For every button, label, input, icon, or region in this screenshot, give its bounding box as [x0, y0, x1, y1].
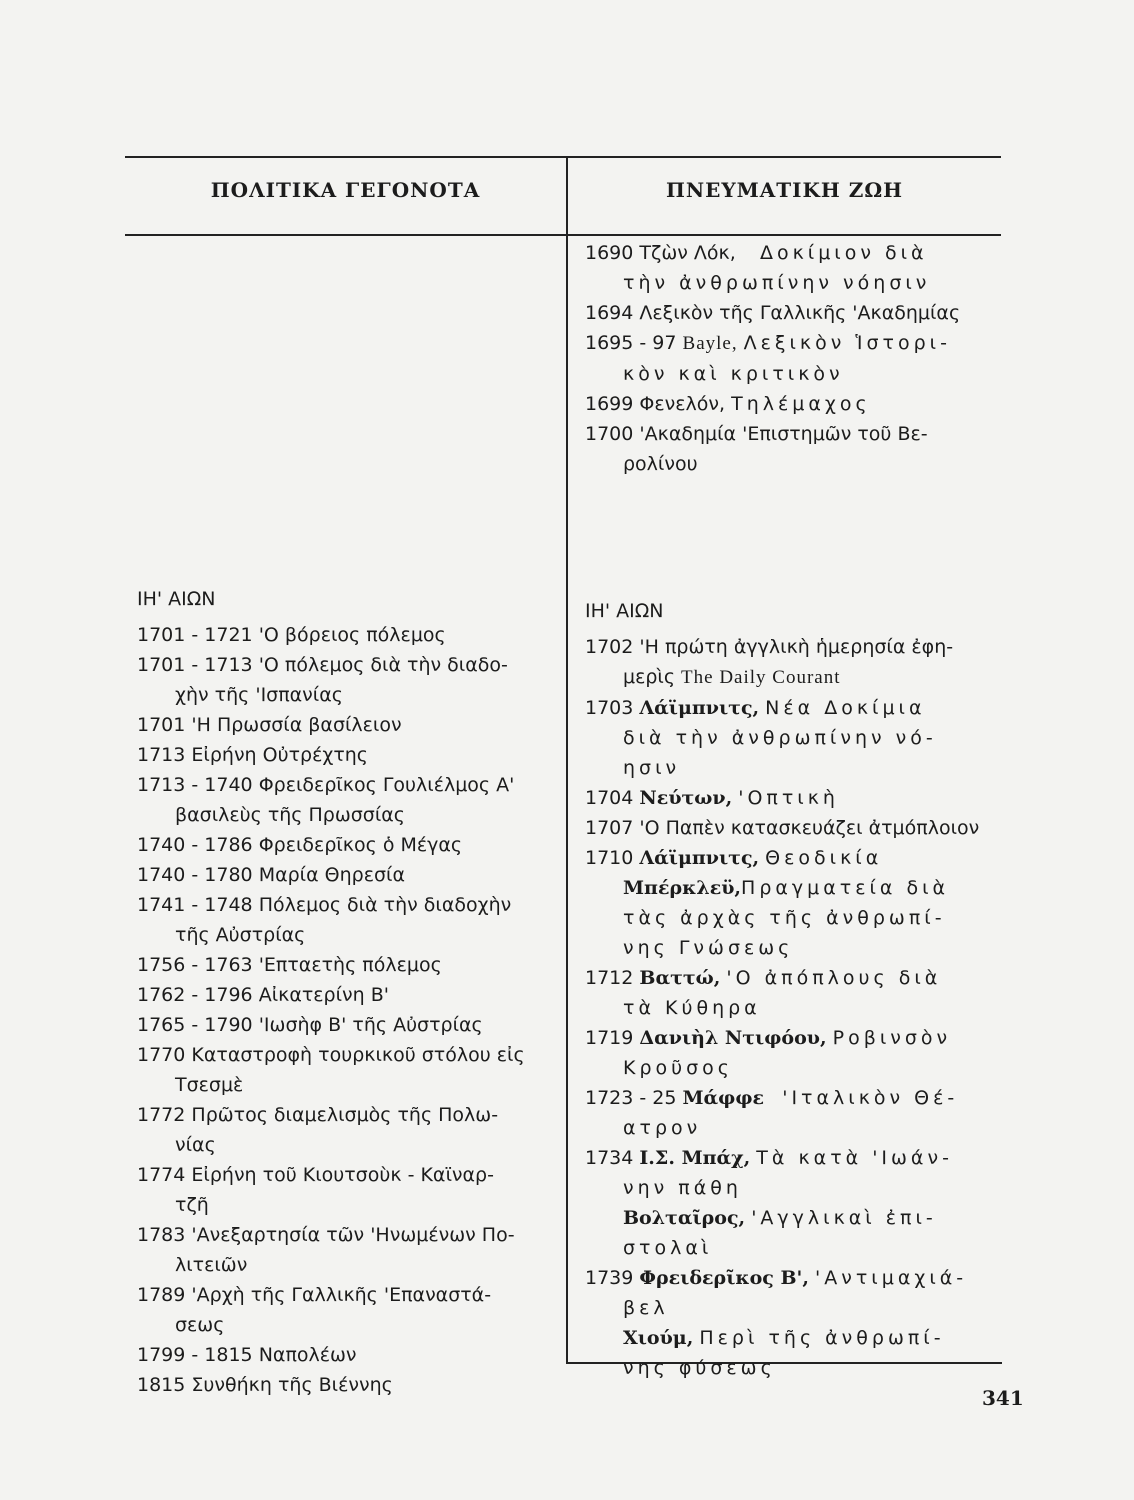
entry: 1765 - 1790 'Ιωσὴφ Β' τῆς Αὐστρίας: [137, 1014, 483, 1036]
entry-continuation: χὴν τῆς 'Ισπανίας: [175, 684, 343, 706]
left-column: [137, 584, 562, 1400]
entry: 1815 Συνθήκη τῆς Βιέννης: [137, 1374, 393, 1396]
entry-continuation: τὴν ἀνθρωπίνην νόησιν: [623, 272, 931, 294]
entry: 1740 - 1786 Φρειδερῖκος ὁ Μέγας: [137, 834, 463, 856]
entry: 1774 Εἰρήνη τοῦ Κιουτσοὺκ - Καϊναρ-: [137, 1164, 494, 1186]
entry-continuation: νίας: [175, 1134, 216, 1156]
right-column-title: ΠΝΕΥΜΑΤΙΚΗ ΖΩΗ: [665, 178, 904, 202]
entry: 1710 Λάϊμπνιτς, Θεοδικία: [585, 847, 883, 869]
entry-continuation: κὸν καὶ κριτικὸν: [623, 363, 844, 385]
entry-continuation: Τσεσμὲ: [175, 1074, 244, 1096]
entry: 1770 Καταστροφὴ τουρκικοῦ στόλου εἰς: [137, 1044, 525, 1066]
entry-continuation: ατρον: [623, 1117, 702, 1139]
entry: 1712 Βαττώ, 'Ο ἀπόπλους διὰ: [585, 967, 942, 989]
entry: 1783 'Ανεξαρτησία τῶν 'Ηνωμένων Πο-: [137, 1224, 515, 1246]
entry: 1719 Δανιὴλ Ντιφόου, Ροβινσὸν: [585, 1027, 952, 1049]
entry: 1707 'Ο Παπὲν κατασκευάζει ἀτμόπλοιον: [585, 817, 980, 839]
entry-continuation: τῆς Αὐστρίας: [175, 924, 306, 946]
entry: 1772 Πρῶτος διαμελισμὸς τῆς Πολω-: [137, 1104, 499, 1126]
entry: 1713 - 1740 Φρειδερῖκος Γουλιέλμος Α': [137, 774, 515, 796]
entry-continuation: νης φύσεως: [623, 1357, 776, 1379]
entry: 1699 Φενελόν, Τηλέμαχος: [585, 393, 871, 415]
entry: 1799 - 1815 Ναπολέων: [137, 1344, 357, 1366]
entry: 1700 'Ακαδημία 'Επιστημῶν τοῦ Βε-: [585, 423, 928, 445]
entry: 1703 Λάϊμπνιτς, Νέα Δοκίμια: [585, 697, 926, 719]
entry: 1723 - 25 Μάφφε 'Ιταλικὸν Θέ-: [585, 1087, 959, 1109]
entry-continuation: Μπέρκλεϋ,Πραγματεία διὰ: [623, 877, 950, 899]
page-number: 341: [982, 1386, 1024, 1410]
entry: 1740 - 1780 Μαρία Θηρεσία: [137, 864, 405, 886]
right-top-entries: [585, 238, 1017, 479]
entry-continuation: βασιλεὺς τῆς Πρωσσίας: [175, 804, 405, 826]
century-heading: ΙΗ' ΑΙΩΝ: [137, 588, 216, 610]
entry: 1713 Εἰρήνη Οὐτρέχτης: [137, 744, 368, 766]
entry: 1762 - 1796 Αἰκατερίνη Β': [137, 984, 390, 1006]
entry-continuation: ησιν: [623, 757, 681, 779]
entry-continuation: σεως: [175, 1314, 225, 1336]
entry-continuation: τζῆ: [175, 1194, 209, 1216]
entry: 1756 - 1763 'Επταετὴς πόλεμος: [137, 954, 442, 976]
entry: 1694 Λεξικὸν τῆς Γαλλικῆς 'Ακαδημίας: [585, 302, 961, 324]
entry: 1701 - 1713 'Ο πόλεμος διὰ τὴν διαδο-: [137, 654, 508, 676]
right-column: [585, 596, 1017, 1383]
entry: 1739 Φρειδερῖκος Β', 'Αντιμαχιά-: [585, 1267, 968, 1289]
header-bottom-rule: [125, 234, 1001, 236]
entry-continuation: τὰς ἀρχὰς τῆς ἀνθρωπί-: [623, 907, 946, 929]
entry-continuation: νης Γνώσεως: [623, 937, 794, 959]
entry-continuation: ρολίνου: [623, 453, 698, 475]
entry: 1741 - 1748 Πόλεμος διὰ τὴν διαδοχὴν: [137, 894, 512, 916]
entry-continuation: λιτειῶν: [175, 1254, 248, 1276]
entry-continuation: Βολταῖρος, 'Αγγλικαὶ ἐπι-: [623, 1207, 937, 1229]
entry-continuation: διὰ τὴν ἀνθρωπίνην νό-: [623, 727, 937, 749]
left-column-title: ΠΟΛΙΤΙΚΑ ΓΕΓΟΝΟΤΑ: [210, 178, 481, 202]
entry: 1702 'Η πρώτη ἀγγλικὴ ἡμερησία ἐφη-: [585, 636, 954, 658]
entry: 1701 'Η Πρωσσία βασίλειον: [137, 714, 402, 736]
entry-continuation: νην πάθη: [623, 1177, 742, 1199]
entry: 1690 Τζὼν Λόκ, Δοκίμιον διὰ: [585, 242, 928, 264]
entry: 1789 'Αρχὴ τῆς Γαλλικῆς 'Επαναστά-: [137, 1284, 492, 1306]
entry-continuation: βελ: [623, 1297, 669, 1319]
column-divider: [566, 156, 568, 1364]
entry-continuation: Χιούμ, Περὶ τῆς ἀνθρωπί-: [623, 1327, 945, 1349]
entry-continuation: στολαὶ: [623, 1237, 713, 1259]
entry: 1734 Ι.Σ. Μπάχ, Τὰ κατὰ 'Ιωάν-: [585, 1147, 953, 1169]
header-top-rule: [125, 156, 1001, 158]
entry: 1704 Νεύτων, 'Οπτικὴ: [585, 787, 839, 809]
entry-continuation: Κροῦσος: [623, 1057, 733, 1079]
century-heading: ΙΗ' ΑΙΩΝ: [585, 600, 664, 622]
entry: 1701 - 1721 'Ο βόρειος πόλεμος: [137, 624, 446, 646]
entry-continuation: μερὶς The Daily Courant: [623, 666, 841, 688]
entry: 1695 - 97 Bayle, Λεξικὸν Ἱστορι-: [585, 332, 951, 354]
entry-continuation: τὰ Κύθηρα: [623, 997, 761, 1019]
